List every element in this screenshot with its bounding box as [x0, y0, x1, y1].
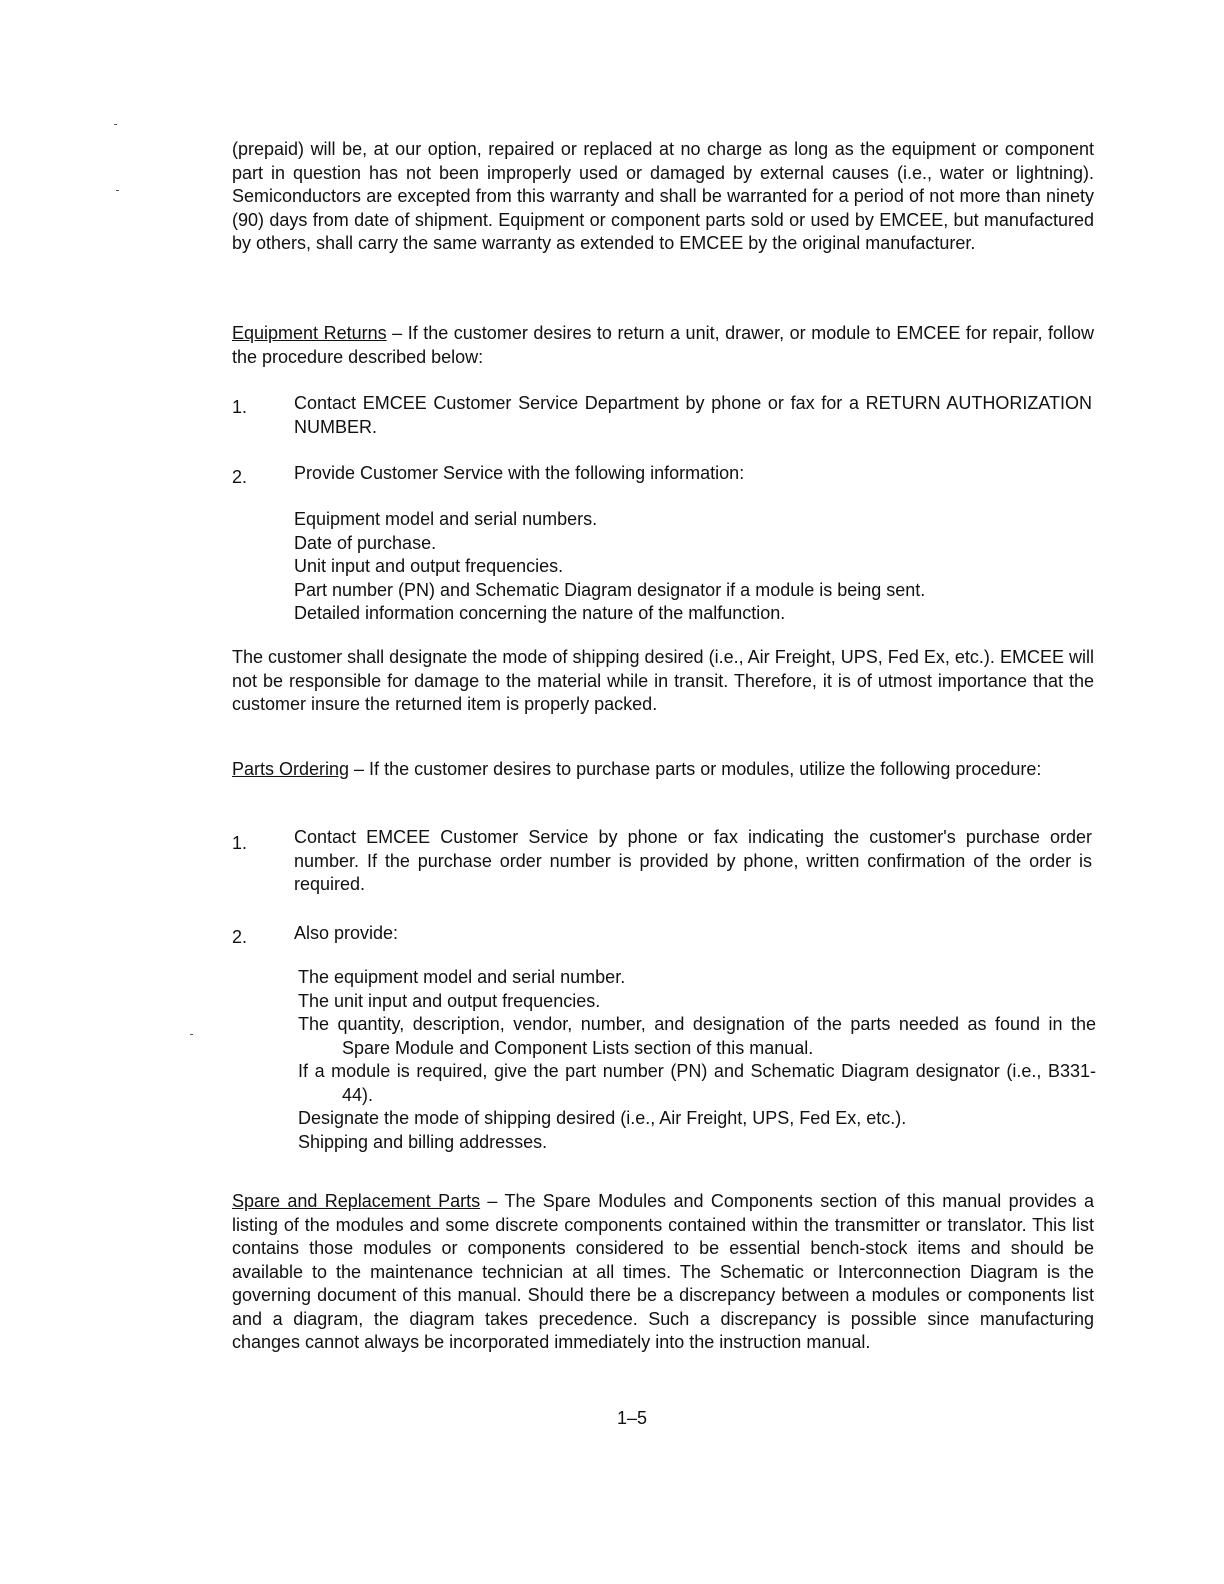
- ordering-step-2-number: 2.: [232, 927, 248, 947]
- parts-ordering-intro: – If the customer desires to purchase parts or modules, utilize the following procedure:: [349, 759, 1042, 779]
- returns-step-2-number: 2.: [232, 467, 248, 487]
- returns-info-list: [294, 508, 1094, 626]
- parts-ordering-paragraph: [232, 758, 1094, 782]
- list-item: Detailed information concerning the nature of the malfunction.: [294, 603, 786, 623]
- list-item: Designate the mode of shipping desired (i.e., Air Freight, UPS, Fed Ex, etc.).: [298, 1108, 907, 1128]
- list-item: If a module is required, give the part number (PN) and Schematic Diagram designator (i.e., B331-44).: [298, 1061, 1096, 1105]
- ordering-step-2: Also provide:: [294, 923, 399, 943]
- spare-parts-heading: Spare and Replacement Parts: [232, 1191, 481, 1211]
- returns-step-1: Contact EMCEE Customer Service Department by phone or fax for a RETURN AUTHORIZATION NUMBER.: [294, 393, 1092, 437]
- equipment-returns-heading: Equipment Returns: [232, 323, 387, 343]
- scan-speck: [114, 124, 117, 125]
- warranty-paragraph: (prepaid) will be, at our option, repaired or replaced at no charge as long as the equipment or component part in question has not been improperly used or damaged by external causes (i.e., water or lightning). Semiconductors are excepted from this warranty and shall be warranted for a period of not more than ninety (90) days from date of shipment. Equipment or component parts sold or used by EMCEE, but manufactured by others, shall carry the same warranty as extended to EMCEE by the original manufacturer.: [232, 139, 1094, 253]
- ordering-step-1: Contact EMCEE Customer Service by phone or fax indicating the customer's purchase order number. If the purchase order number is provided by phone, written confirmation of the order is required.: [294, 827, 1092, 894]
- equipment-returns-paragraph: [232, 322, 1094, 369]
- shipping-note-paragraph: The customer shall designate the mode of shipping desired (i.e., Air Freight, UPS, Fed Ex, etc.). EMCEE will not be responsible for damage to the material while in transit. Therefore, it is of utmost importance that the customer insure the returned item is properly packed.: [232, 647, 1094, 714]
- list-item: Shipping and billing addresses.: [298, 1131, 548, 1152]
- list-item: Part number (PN) and Schematic Diagram designator if a module is being sent.: [294, 579, 926, 600]
- list-item: Date of purchase.: [294, 532, 437, 553]
- list-item: The equipment model and serial number.: [298, 967, 626, 987]
- ordering-step-1-number: 1.: [232, 833, 248, 853]
- returns-step-1-number: 1.: [232, 397, 248, 417]
- ordering-info-list: [298, 966, 1096, 1154]
- returns-step-2: Provide Customer Service with the following information:: [294, 463, 745, 483]
- list-item: The quantity, description, vendor, number, and designation of the parts needed as found in the Spare Module and Component Lists section of this manual.: [298, 1014, 1096, 1058]
- spare-parts-body: – The Spare Modules and Components section of this manual provides a listing of the modules and some discrete components contained within the transmitter or translator. This list contains those modules or components considered to be essential bench-stock items and should be available to the maintenance technician at all times. The Schematic or Interconnection Diagram is the governing document of this manual. Should there be a discrepancy between a modules or components list and a diagram, the diagram takes precedence. Such a discrepancy is possible since manufacturing changes cannot always be incorporated immediately into the instruction manual.: [232, 1191, 1094, 1352]
- page-number: 1–5: [616, 1408, 648, 1428]
- list-item: The unit input and output frequencies.: [298, 990, 601, 1011]
- list-item: Unit input and output frequencies.: [294, 556, 564, 576]
- scan-speck: [190, 1034, 193, 1035]
- equipment-returns-intro: – If the customer desires to return a unit, drawer, or module to EMCEE for repair, follow the procedure described below:: [232, 323, 1094, 367]
- parts-ordering-heading: Parts Ordering: [232, 759, 350, 779]
- scan-speck: [116, 190, 119, 191]
- list-item: Equipment model and serial numbers.: [294, 509, 598, 529]
- spare-parts-paragraph: [232, 1190, 1094, 1355]
